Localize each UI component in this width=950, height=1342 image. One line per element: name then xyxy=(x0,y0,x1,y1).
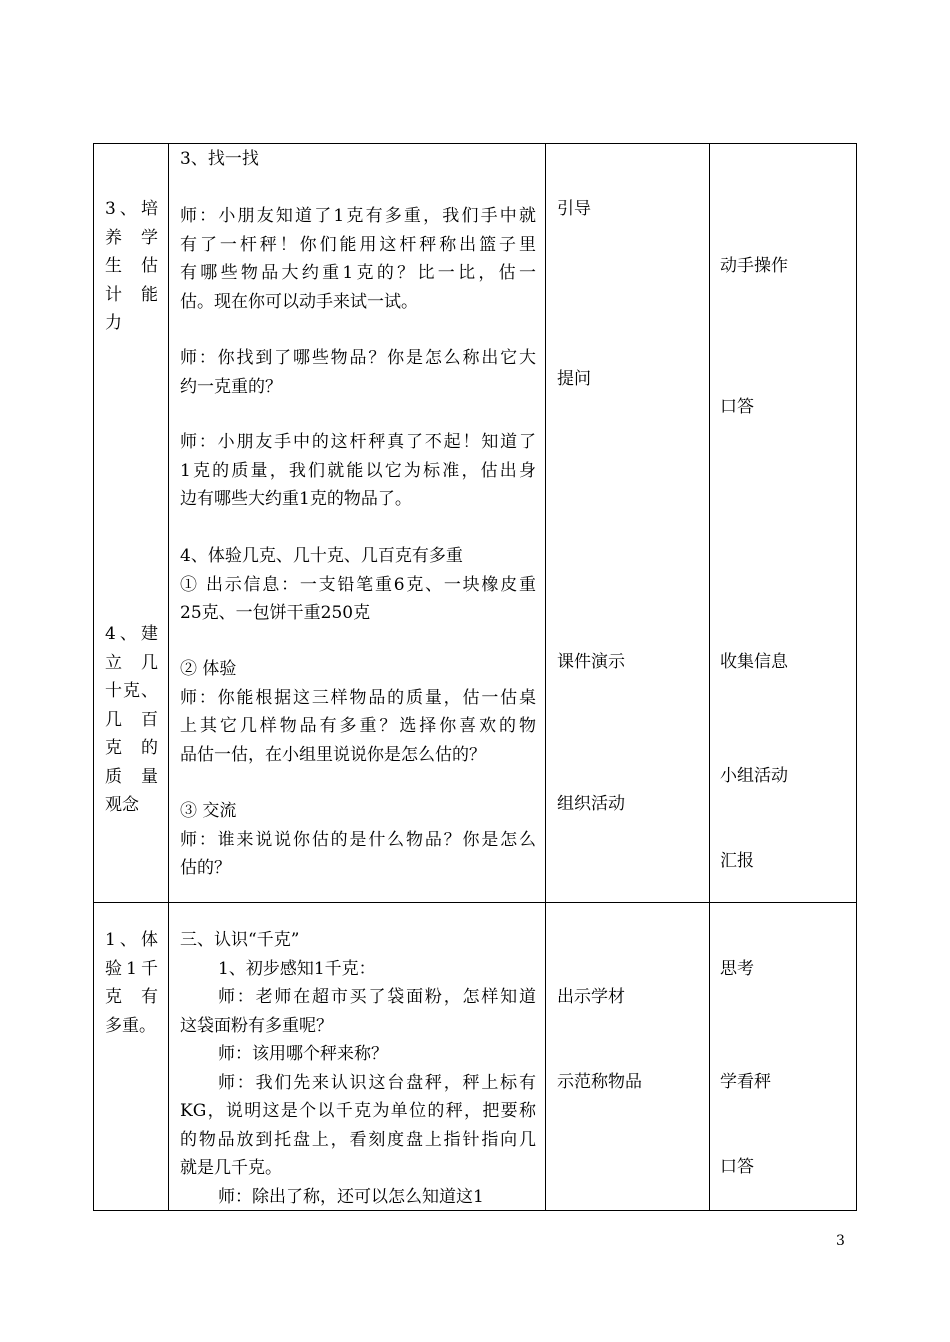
content-line: 师：除出了称，还可以怎么知道这1 xyxy=(218,1186,484,1207)
goal-cell-line: 克的 xyxy=(105,738,158,758)
content-line: 师：你找到了哪些物品？你是怎么称出它大 xyxy=(180,348,536,368)
content-line: 边有哪些大约重1克的物品了。 xyxy=(180,489,412,509)
content-heading: 1、初步感知1千克： xyxy=(218,958,376,979)
content-line: 估。现在你可以动手来试一试。 xyxy=(180,291,418,312)
goal-cell-line: 观念 xyxy=(105,795,139,815)
content-line: 就是几千克。 xyxy=(180,1158,282,1178)
content-line: 1克的质量，我们就能以它为标准，估出身 xyxy=(180,460,536,481)
student-activity: 收集信息 xyxy=(720,652,788,672)
content-line: 师：该用哪个秤来称？ xyxy=(218,1044,388,1064)
goal-cell-line: 十克、 xyxy=(105,681,158,701)
content-line: 的物品放到托盘上，看刻度盘上指针指向几 xyxy=(180,1129,536,1150)
student-activity: 学看秤 xyxy=(720,1072,771,1092)
goal-cell-line: 多重。 xyxy=(105,1015,156,1036)
column-divider xyxy=(168,144,169,1210)
teacher-activity: 示范称物品 xyxy=(557,1072,642,1092)
content-line: 师：老师在超市买了袋面粉，怎样知道 xyxy=(218,987,536,1007)
teacher-activity: 课件演示 xyxy=(557,652,625,672)
content-line: KG，说明这是个以千克为单位的秤，把要称 xyxy=(180,1101,536,1121)
teacher-activity: 提问 xyxy=(557,369,591,389)
content-line: 25克、一包饼干重250克 xyxy=(180,603,371,623)
goal-cell-line: 1、体 xyxy=(105,930,158,950)
teacher-activity: 引导 xyxy=(557,199,591,219)
content-line: 品估一估，在小组里说说你是怎么估的？ xyxy=(180,744,486,765)
content-line: 师：你能根据这三样物品的质量，估一估桌 xyxy=(180,687,536,708)
content-line: 估的？ xyxy=(180,858,231,878)
content-heading: ② 体验 xyxy=(180,659,237,679)
content-line: 师：我们先来认识这台盘秤，秤上标有 xyxy=(218,1072,536,1093)
goal-cell-line: 3、培 xyxy=(105,199,158,219)
content-line: 上其它几样物品有多重？选择你喜欢的物 xyxy=(180,716,536,736)
teacher-activity: 组织活动 xyxy=(557,794,625,814)
content-line: 有了一杆秤！你们能用这杆秤称出篮子里 xyxy=(180,234,536,255)
student-activity: 小组活动 xyxy=(720,766,788,786)
goal-cell-line: 生估 xyxy=(105,256,158,276)
content-heading: ③ 交流 xyxy=(180,801,237,821)
goal-cell-line: 4、建 xyxy=(105,624,158,644)
content-line: ① 出示信息：一支铅笔重6克、一块橡皮重 xyxy=(180,574,536,595)
student-activity: 汇报 xyxy=(720,851,754,871)
goal-cell-line: 立几 xyxy=(105,652,158,673)
row-divider xyxy=(94,902,856,903)
column-divider xyxy=(709,144,710,1210)
column-divider xyxy=(545,144,546,1210)
student-activity: 口答 xyxy=(720,397,754,417)
content-line: 师：小朋友知道了1克有多重，我们手中就 xyxy=(180,206,536,226)
goal-cell-line: 力 xyxy=(105,313,122,333)
goal-cell-line: 养学 xyxy=(105,227,158,248)
student-activity: 思考 xyxy=(720,959,754,979)
content-line: 有哪些物品大约重1克的？比一比，估一 xyxy=(180,263,536,283)
content-heading: 3、找一找 xyxy=(180,149,259,169)
content-line: 师：谁来说说你估的是什么物品？你是怎么 xyxy=(180,829,536,850)
goal-cell-line: 计能 xyxy=(105,284,158,305)
content-line: 这袋面粉有多重呢？ xyxy=(180,1015,333,1036)
student-activity: 动手操作 xyxy=(720,256,788,276)
content-line: 约一克重的？ xyxy=(180,376,282,397)
teacher-activity: 出示学材 xyxy=(557,987,625,1007)
student-activity: 口答 xyxy=(720,1157,754,1177)
content-heading: 4、体验几克、几十克、几百克有多重 xyxy=(180,546,463,566)
goal-cell-line: 质量 xyxy=(105,766,158,787)
content-line: 师：小朋友手中的这杆秤真了不起！知道了 xyxy=(180,432,536,452)
page-number: 3 xyxy=(836,1233,845,1249)
content-heading: 三、认识“千克” xyxy=(180,930,300,950)
goal-cell-line: 验1千 xyxy=(105,958,158,979)
goal-cell-line: 几百 xyxy=(105,709,158,730)
goal-cell-line: 克有 xyxy=(105,987,158,1007)
